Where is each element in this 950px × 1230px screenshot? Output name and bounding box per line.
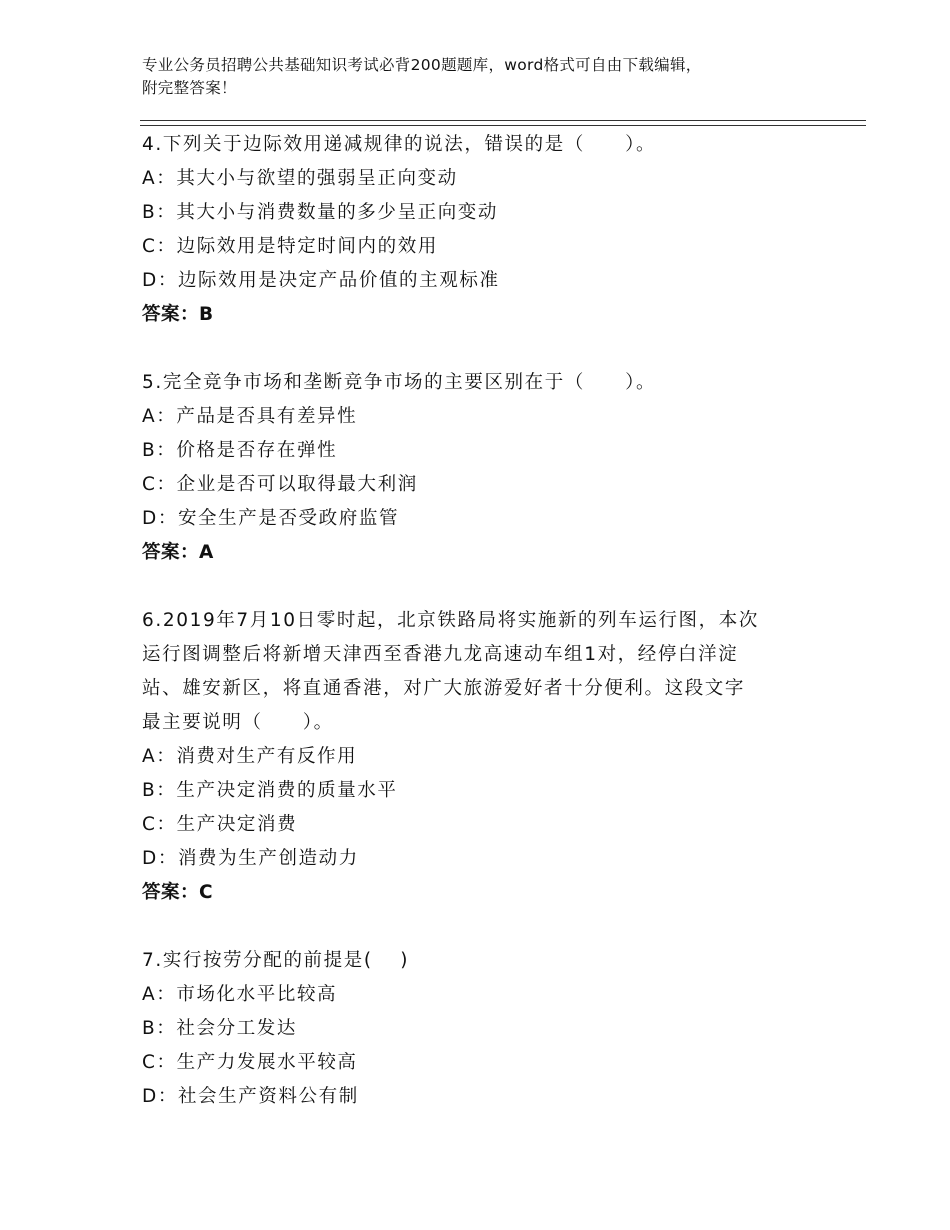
question-stem-line-2: 运行图调整后将新增天津西至香港九龙高速动车组1对，经停白洋淀	[142, 644, 739, 665]
option-d: D：边际效用是决定产品价值的主观标准	[142, 270, 500, 291]
option-a: A：其大小与欲望的强弱呈正向变动	[142, 168, 458, 189]
question-stem-line-3: 站、雄安新区，将直通香港，对广大旅游爱好者十分便利。这段文字	[142, 678, 746, 699]
question-stem: 4.下列关于边际效用递减规律的说法，错误的是（ ）。	[142, 134, 657, 155]
option-d: D：安全生产是否受政府监管	[142, 508, 400, 529]
option-c: C：企业是否可以取得最大利润	[142, 474, 418, 495]
header-line-1: 专业公务员招聘公共基础知识考试必背200题题库，word格式可自由下载编辑，	[142, 56, 702, 74]
question-6	[142, 604, 832, 910]
answer-label: 答案：A	[142, 542, 214, 563]
option-b: B：社会分工发达	[142, 1018, 297, 1039]
option-d: D：消费为生产创造动力	[142, 848, 359, 869]
question-list	[142, 128, 832, 1114]
option-b: B：价格是否存在弹性	[142, 440, 338, 461]
question-7	[142, 944, 832, 1114]
option-c: C：生产决定消费	[142, 814, 298, 835]
spacer	[142, 910, 832, 944]
question-stem-line-4: 最主要说明（ ）。	[142, 712, 334, 733]
spacer	[142, 570, 832, 604]
document-header	[142, 54, 882, 100]
question-stem-line-1: 6.2019年7月10日零时起，北京铁路局将实施新的列车运行图，本次	[142, 610, 759, 631]
option-d: D：社会生产资料公有制	[142, 1086, 359, 1107]
header-divider-bottom	[140, 125, 866, 126]
header-line-2: 附完整答案！	[142, 79, 237, 97]
option-a: A：市场化水平比较高	[142, 984, 338, 1005]
question-4	[142, 128, 832, 332]
option-c: C：边际效用是特定时间内的效用	[142, 236, 438, 257]
spacer	[142, 332, 832, 366]
option-a: A：产品是否具有差异性	[142, 406, 358, 427]
answer-label: 答案：B	[142, 304, 214, 325]
question-5	[142, 366, 832, 570]
option-b: B：生产决定消费的质量水平	[142, 780, 398, 801]
option-c: C：生产力发展水平较高	[142, 1052, 358, 1073]
question-stem: 5.完全竞争市场和垄断竞争市场的主要区别在于（ ）。	[142, 372, 657, 393]
answer-label: 答案：C	[142, 882, 214, 903]
question-stem: 7.实行按劳分配的前提是( )	[142, 950, 410, 971]
option-a: A：消费对生产有反作用	[142, 746, 358, 767]
option-b: B：其大小与消费数量的多少呈正向变动	[142, 202, 498, 223]
header-divider-top	[140, 120, 866, 121]
